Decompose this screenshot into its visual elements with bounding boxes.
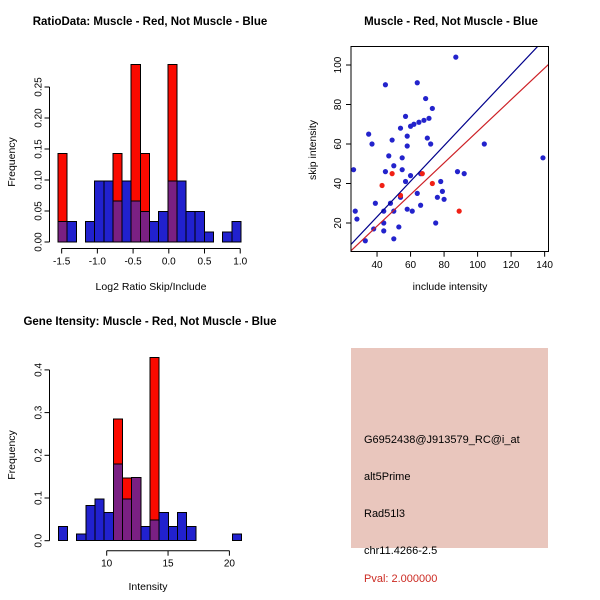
blue-point [418,203,423,208]
plot-title: RatioData: Muscle - Red, Not Muscle - Blue [32,16,268,28]
blue-bar [95,181,104,242]
histogram-bars [58,65,241,242]
blue-bar [233,534,242,541]
blue-point [381,228,386,233]
y-tick-label: 0.25 [33,77,45,97]
y-axis [45,370,50,541]
blue-point [403,114,408,119]
fit-lines [351,45,548,250]
red-point [430,181,435,186]
red-fit-line [351,64,548,250]
blue-bar [232,222,241,242]
y-tick-label: 0.20 [33,108,45,128]
blue-point [373,201,378,206]
location-text: chr11.4266-2.5 [364,545,438,557]
overlap-bar [150,520,159,541]
blue-point [440,189,445,194]
red-bar [150,358,159,541]
x-tick-label: 15 [162,558,174,570]
blue-bar [168,527,177,541]
blue-bar [141,527,150,541]
blue-fit-line [351,45,539,244]
blue-point [540,155,545,160]
blue-point [391,236,396,241]
blue-bar [104,513,113,541]
x-tick-label: 80 [438,260,450,271]
blue-point [426,116,431,121]
x-tick-label: 1.0 [233,256,248,268]
blue-point [398,126,403,131]
blue-bar [159,513,168,541]
blue-point [462,171,467,176]
blue-bar [77,534,86,541]
blue-point [369,141,374,146]
blue-point [425,135,430,140]
blue-point [410,209,415,214]
ratio-histogram-panel [0,0,300,300]
intensity-scatter-panel [300,0,600,300]
blue-point [405,207,410,212]
y-tick-label: 0.2 [33,448,45,463]
y-tick-label: 0.1 [33,491,45,505]
pval-text: Pval: 2.000000 [364,573,438,585]
blue-bar [58,527,67,541]
blue-point [391,163,396,168]
blue-bar [186,212,195,242]
blue-point [408,124,413,129]
blue-bar [86,222,95,242]
x-tick-label: -0.5 [124,256,142,268]
y-tick-label: 40 [333,177,344,190]
plot-box [351,47,549,252]
blue-point [405,134,410,139]
y-tick-label: 0.10 [33,170,45,190]
blue-bar [95,499,104,541]
x-tick-label: 20 [223,558,235,570]
overlap-bar [113,464,122,541]
overlap-bar [113,201,122,242]
red-point [390,171,395,176]
blue-point [428,141,433,146]
blue-point [416,120,421,125]
blue-bar [178,513,187,541]
blue-point [400,167,405,172]
overlap-bar [131,201,140,242]
scatter-points [351,55,546,244]
y-axis-title: skip intensity [307,119,319,181]
blue-point [354,216,359,221]
x-tick-label: -1.0 [88,256,106,268]
y-tick-label: 60 [333,138,344,150]
blue-bar [67,222,76,242]
red-point [457,209,462,214]
y-tick-label: 100 [333,56,344,74]
blue-point [441,197,446,202]
red-point [379,183,384,188]
gene-intensity-histogram-panel [0,300,300,600]
blue-bar [104,181,113,242]
y-axis-title: Frequency [6,430,18,480]
blue-bar [150,222,159,242]
x-axis-title: include intensity [412,281,488,293]
x-tick-label: 120 [502,260,520,271]
blue-bar [195,212,204,242]
blue-point [396,224,401,229]
y-axis-title: Frequency [6,137,18,187]
probe-id-text: G6952438@J913579_RC@i_at [364,434,520,446]
y-tick-label: 0.4 [33,362,45,377]
blue-bar [223,232,232,242]
ratio-histogram-chart [0,0,300,300]
blue-bar [177,181,186,242]
blue-point [405,143,410,148]
blue-point [408,173,413,178]
x-axis [107,551,230,556]
blue-point [455,169,460,174]
x-axis [62,249,241,254]
blue-point [390,137,395,142]
event-type-text: alt5Prime [364,471,411,483]
x-tick-label: 10 [101,558,113,570]
blue-bar [204,232,213,242]
blue-point [433,220,438,225]
blue-point [366,132,371,137]
gene-name-text: Rad51l3 [364,508,405,520]
blue-point [383,169,388,174]
plot-title: Gene Itensity: Muscle - Red, Not Muscle - Blue [23,316,277,328]
gene-info-box [351,348,548,585]
blue-point [435,195,440,200]
blue-point [415,80,420,85]
blue-point [423,96,428,101]
y-tick-label: 0.15 [33,139,45,159]
blue-bar [86,506,95,541]
x-tick-label: 100 [469,260,486,271]
blue-bar [122,181,131,242]
x-tick-label: 60 [404,260,417,271]
blue-bar [187,527,196,541]
gene-intensity-histogram-chart [0,300,300,600]
y-tick-label: 0.05 [33,201,45,221]
x-tick-label: 0.5 [197,256,212,268]
overlap-bar [58,222,67,242]
blue-bar [159,212,168,242]
blue-point [403,179,408,184]
blue-point [421,118,426,123]
y-tick-label: 80 [333,98,344,111]
overlap-bar [168,181,177,242]
intensity-scatter-chart [300,0,600,300]
blue-point [383,82,388,87]
blue-point [453,55,458,60]
y-tick-label: 0.00 [33,232,45,252]
x-tick-label: -1.5 [53,256,71,268]
blue-point [386,153,391,158]
y-axis [346,65,351,223]
x-tick-label: 0.0 [161,256,176,268]
gene-info-panel [300,300,600,600]
blue-point [400,155,405,160]
blue-point [482,141,487,146]
blue-point [415,191,420,196]
y-tick-label: 0.0 [33,533,45,548]
blue-point [353,209,358,214]
x-axis [377,252,545,257]
blue-point [438,179,443,184]
blue-point [351,167,356,172]
x-axis-title: Log2 Ratio Skip/Include [95,281,207,293]
red-point [420,171,425,176]
y-axis [45,87,50,242]
overlap-bar [140,212,149,242]
x-tick-label: 140 [536,260,553,271]
y-tick-label: 20 [333,217,344,229]
overlap-bar [132,478,141,541]
overlap-bar [123,499,132,541]
plot-title: Muscle - Red, Not Muscle - Blue [364,16,538,28]
blue-point [430,106,435,111]
y-tick-label: 0.3 [33,405,45,420]
x-tick-label: 40 [371,260,383,271]
histogram-bars [58,358,241,541]
x-axis-title: Intensity [128,581,168,593]
